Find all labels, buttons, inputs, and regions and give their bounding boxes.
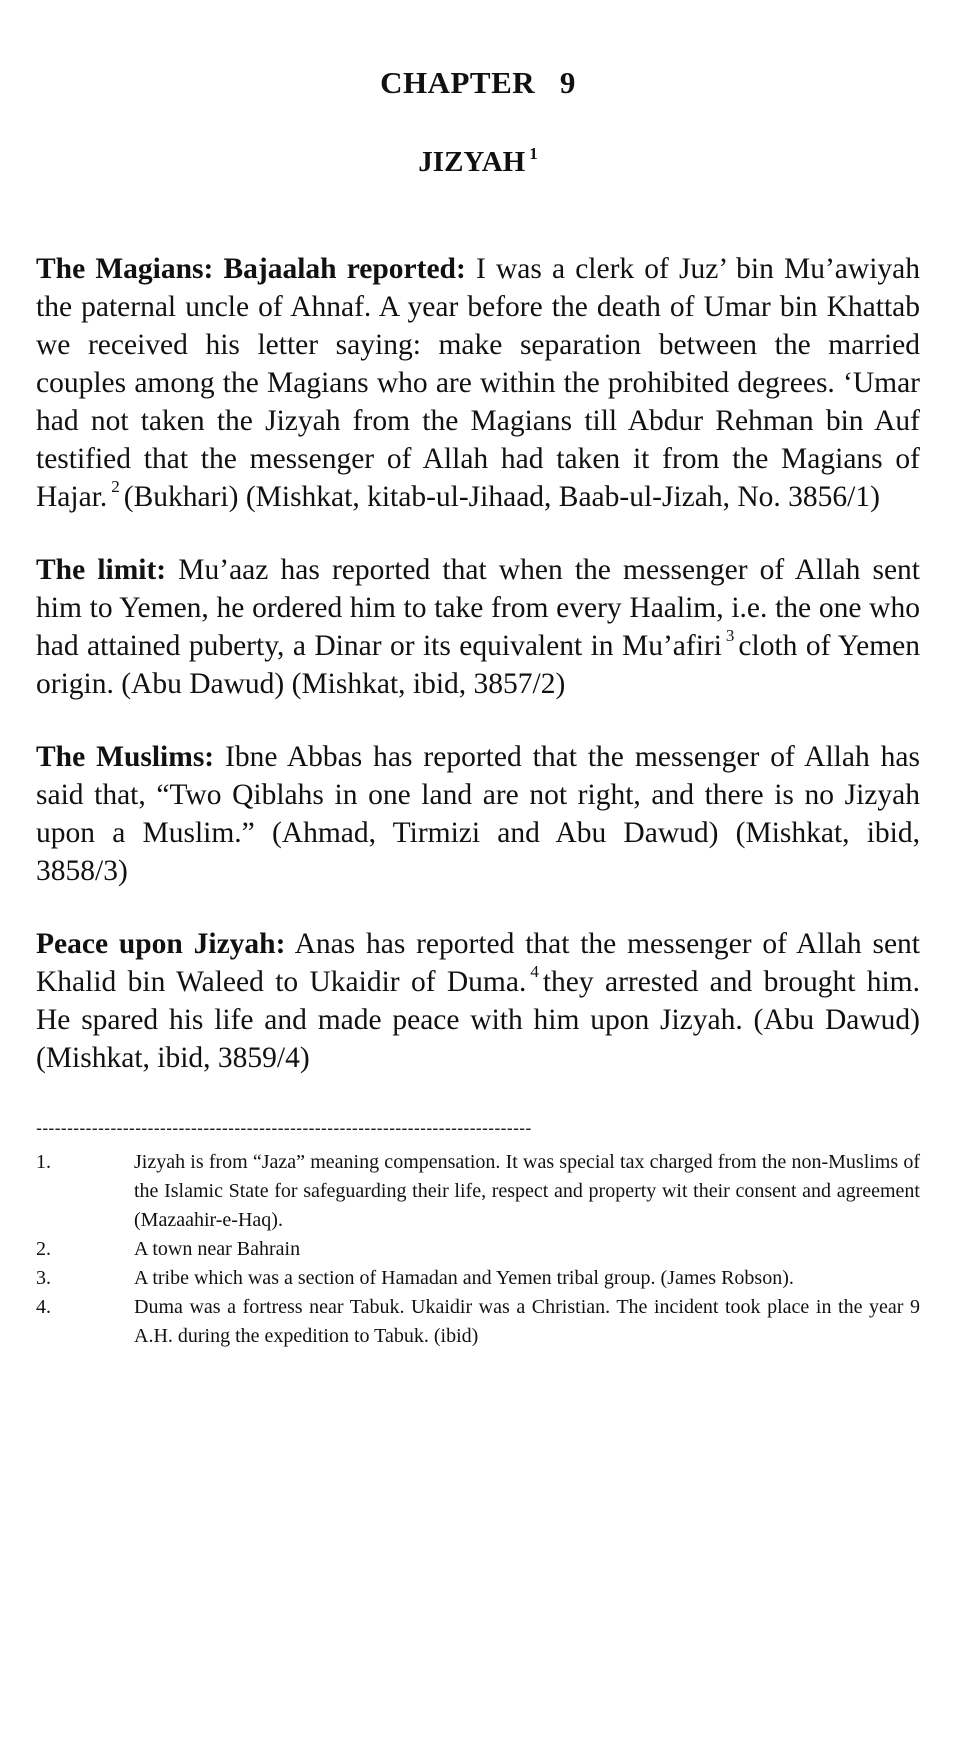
footnote-number: 4. [36, 1296, 51, 1318]
footnotes [36, 1148, 920, 1351]
paragraph-text-continued: they arrested and brought him. He spared his life and made peace with him upon Jizyah. (Abu Dawud) (Mishkat, ibid, 3859/4) [36, 966, 920, 1074]
paragraph-heading: The limit: [36, 554, 167, 586]
paragraph-text: I was a clerk of Juz’ bin Mu’awiyah the paternal uncle of Ahnaf. A year before the death of Umar bin Khattab we received his letter saying: make separation between the married couples among the Magians who are within the prohibited degrees. ‘Umar had not taken the Jizyah from the Magians till Abdur Rehman bin Auf testified that the messenger of Allah had taken it from the Magians of Hajar. [36, 253, 920, 513]
footnote-number: 3. [36, 1267, 51, 1289]
paragraph-heading: The Magians: Bajaalah reported: [36, 253, 466, 285]
chapter-title-text: JIZYAH [418, 146, 526, 178]
paragraph-text: Mu’aaz has reported that when the messenger of Allah sent him to Yemen, he ordered him to take from every Haalim, i.e. the one who had attained puberty, a Dinar or its equivalent in Mu’afiri [36, 554, 920, 662]
footnote-item [36, 1235, 920, 1264]
paragraph-heading: Peace upon Jizyah: [36, 928, 286, 960]
body-text [36, 250, 920, 1077]
paragraph-text-continued: (Bukhari) (Mishkat, kitab-ul-Jihaad, Baab-ul-Jizah, No. 3856/1) [123, 481, 880, 513]
paragraph-muslims [36, 738, 920, 890]
document-page [36, 0, 920, 1351]
footnote-ref-3: 3 [725, 626, 735, 645]
chapter-heading: CHAPTER 9 [380, 65, 576, 100]
paragraph-magians [36, 250, 920, 516]
footnote-ref-1: 1 [529, 144, 538, 163]
footnote-divider: -------------------------------------------------------------------------------- [36, 1118, 532, 1138]
paragraph-peace-upon-jizyah [36, 925, 920, 1077]
paragraph-text: Ibne Abbas has reported that the messenger of Allah has said that, “Two Qiblahs in one land are not right, and there is no Jizyah upon a Muslim.” (Ahmad, Tirmizi and Abu Dawud) (Mishkat, ibid, 3858/3) [36, 741, 920, 887]
footnote-ref-4: 4 [530, 962, 539, 981]
footnote-item [36, 1264, 920, 1293]
chapter-title [36, 134, 920, 182]
footnote-text: Jizyah is from “Jaza” meaning compensation. It was special tax charged from the non-Muslims of the Islamic State for safeguarding their life, respect and property wit their consent and agreement (Mazaahir-e-Haq). [134, 1151, 920, 1231]
footnote-number: 2. [36, 1238, 51, 1260]
footnote-number: 1. [36, 1151, 51, 1173]
paragraph-limit [36, 551, 920, 703]
footnote-text: A town near Bahrain [134, 1238, 301, 1260]
footnote-item [36, 1148, 920, 1235]
footnote-item [36, 1293, 920, 1351]
footnote-text: A tribe which was a section of Hamadan and Yemen tribal group. (James Robson). [134, 1267, 794, 1289]
paragraph-heading: The Muslims: [36, 741, 215, 773]
paragraph-text: Anas has reported that the messenger of Allah sent Khalid bin Waleed to Ukaidir of Duma. [36, 928, 920, 998]
footnote-ref-2: 2 [111, 477, 120, 496]
paragraph-text-continued: cloth of Yemen origin. (Abu Dawud) (Mishkat, ibid, 3857/2) [36, 630, 920, 700]
footnote-text: Duma was a fortress near Tabuk. Ukaidir was a Christian. The incident took place in the year 9 A.H. during the expedition to Tabuk. (ibid) [134, 1296, 920, 1347]
